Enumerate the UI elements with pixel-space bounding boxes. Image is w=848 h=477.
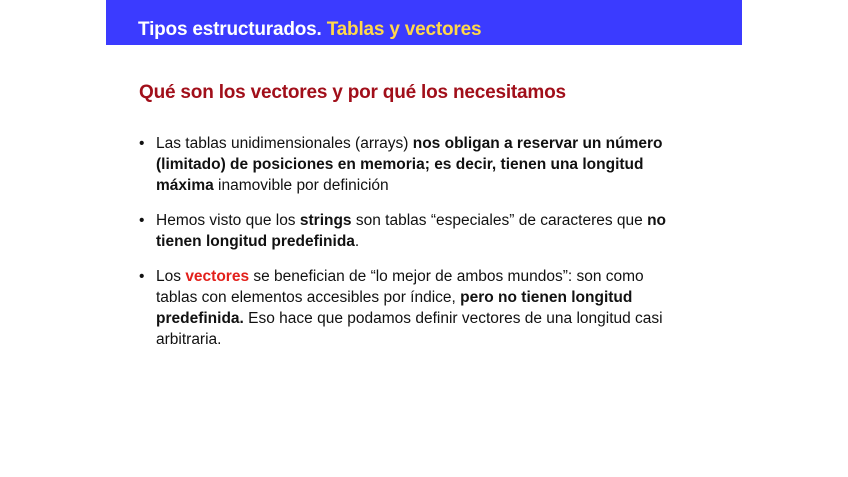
- bullet-text: Las tablas unidimensionales (arrays): [156, 135, 413, 152]
- bullet-text: Eso hace que podamos definir vectores de una longitud casi arbitraria.: [156, 310, 663, 348]
- bullet-marker: •: [139, 212, 145, 229]
- bullet-text-bold: strings: [299, 212, 352, 229]
- bullet-text: se benefician de “lo mejor de ambos mundos”: son como tablas con elementos accesibles por índice,: [156, 268, 644, 306]
- bullet-text-bold: nos obligan a reservar un número (limitado) de posiciones en memoria; es decir, tienen una longitud máxima: [156, 135, 663, 194]
- bullet-item-vectores: [139, 266, 684, 350]
- bullet-text-bold: pero no tienen longitud predefinida.: [156, 289, 633, 327]
- bullet-item-arrays: [139, 133, 684, 196]
- header-title-main: Tipos estructurados.: [138, 19, 322, 40]
- bullet-marker: •: [139, 135, 145, 152]
- bullet-text: .: [354, 233, 360, 250]
- bullet-item-strings: [139, 210, 684, 252]
- bullet-text: inamovible por definición: [213, 177, 389, 194]
- bullet-marker: •: [139, 268, 145, 285]
- header-title-highlight: Tablas y vectores: [326, 19, 482, 40]
- header-bar: [106, 0, 742, 45]
- bullet-text: Hemos visto que los: [156, 212, 300, 229]
- bullet-text-red: vectores: [185, 268, 250, 285]
- bullet-list: [139, 133, 684, 364]
- bullet-text: Los: [156, 268, 186, 285]
- bullet-text: son tablas “especiales” de caracteres que: [351, 212, 648, 229]
- header-title: [138, 19, 481, 41]
- section-title: Qué son los vectores y por qué los necesitamos: [139, 82, 566, 103]
- bullet-text-bold: no tienen longitud predefinida: [156, 212, 667, 250]
